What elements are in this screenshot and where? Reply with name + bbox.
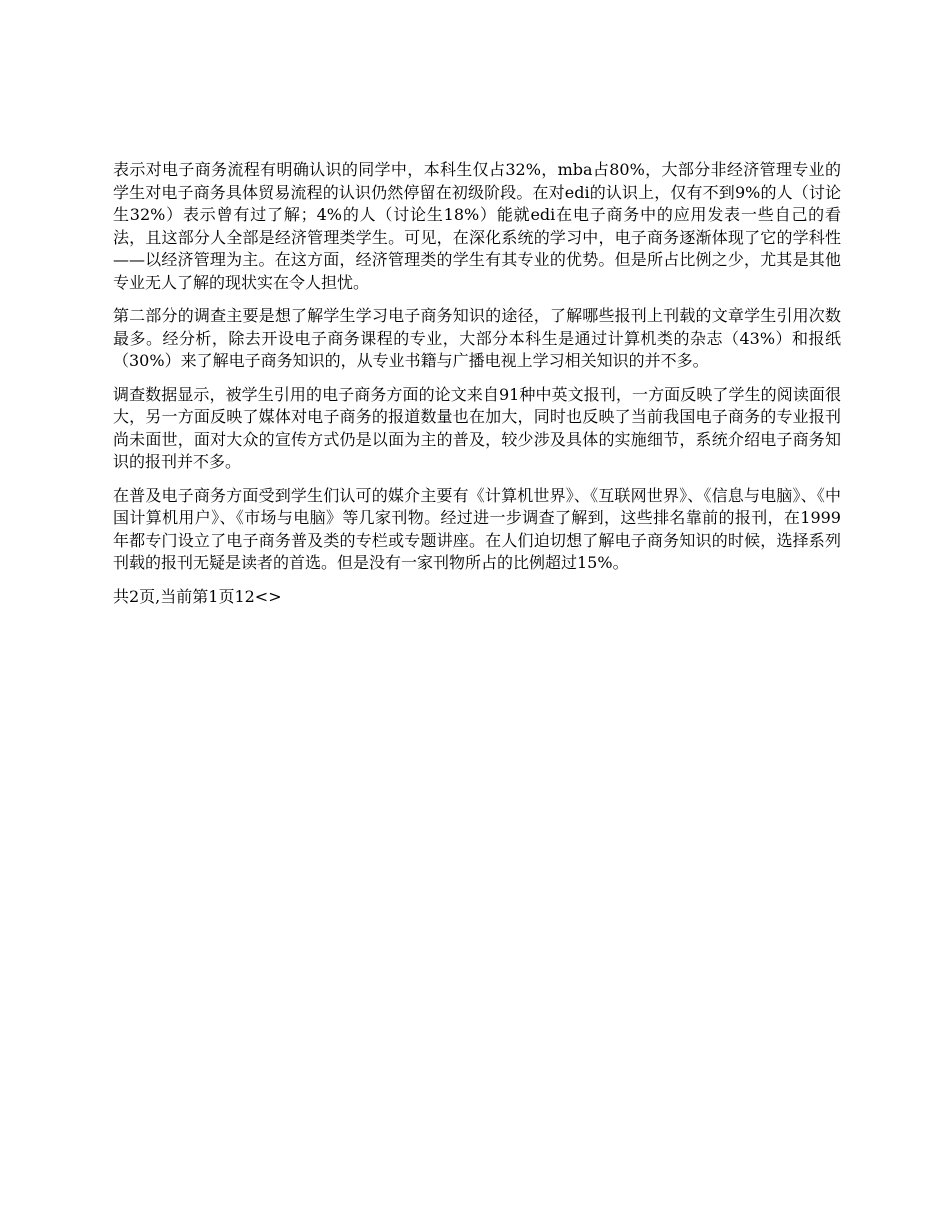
pagination-text[interactable]: 共2页,当前第1页12<> — [113, 586, 282, 606]
paragraph-3: 调查数据显示，被学生引用的电子商务方面的论文来自91种中英文报刊，一方面反映了学生的阅读面很大，另一方面反映了媒体对电子商务的报道数量也在加大，同时也反映了当前我国电子商务的专业报刊尚未面世，面对大众的宣传方式仍是以面为主的普及，较少涉及具体的实施细节，系统介绍电子商务知识的报刊并不多。 — [113, 384, 841, 471]
paragraph-4: 在普及电子商务方面受到学生们认可的媒介主要有《计算机世界》、《互联网世界》、《信息与电脑》、《中国计算机用户》、《市场与电脑》等几家刊物。经过进一步调查了解到，这些排名靠前的报刊，在1999年都专门设立了电子商务普及类的专栏或专题讲座。在人们迫切想了解电子商务知识的时候，选择系列刊载的报刊无疑是读者的首选。但是没有一家刊物所占的比例超过15%。 — [113, 485, 841, 572]
paragraph-1: 表示对电子商务流程有明确认识的同学中，本科生仅占32%，mba占80%，大部分非经济管理专业的学生对电子商务具体贸易流程的认识仍然停留在初级阶段。在对edi的认识上，仅有不到9%的人（讨论生32%）表示曾有过了解；4%的人（讨论生18%）能就edi在电子商务中的应用发表一些自己的看法，且这部分人全部是经济管理类学生。可见，在深化系统的学习中，电子商务逐渐体现了它的学科性——以经济管理为主。在这方面，经济管理类的学生有其专业的优势。但是所占比例之少，尤其是其他专业无人了解的现状实在令人担忧。 — [113, 160, 841, 292]
paragraph-2: 第二部分的调查主要是想了解学生学习电子商务知识的途径，了解哪些报刊上刊载的文章学生引用次数最多。经分析，除去开设电子商务课程的专业，大部分本科生是通过计算机类的杂志（43%）和报纸（30%）来了解电子商务知识的，从专业书籍与广播电视上学习相关知识的并不多。 — [113, 306, 841, 370]
document-body — [113, 159, 841, 608]
